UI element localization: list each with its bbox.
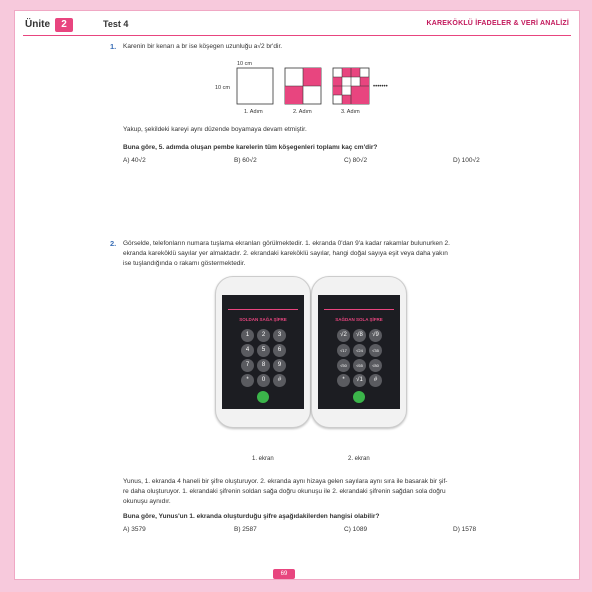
keypad-key[interactable]: # xyxy=(273,374,286,387)
keypad-key[interactable]: 9 xyxy=(273,359,286,372)
chapter-title: KAREKÖKLÜ İFADELER & VERİ ANALİZİ xyxy=(426,20,569,27)
keypad-key[interactable]: √65 xyxy=(353,359,366,372)
keypad-key[interactable]: # xyxy=(369,374,382,387)
q1-option-c[interactable]: C) 80√2 xyxy=(344,157,368,164)
keypad-key[interactable]: √9 xyxy=(369,329,382,342)
q2-option-b[interactable]: B) 2587 xyxy=(234,526,257,533)
q1-step2-label: 2. Adım xyxy=(293,109,312,115)
phone-2-call-button[interactable] xyxy=(353,391,365,403)
q1-option-d[interactable]: D) 100√2 xyxy=(453,157,480,164)
q1-question: Buna göre, 5. adımda oluşan pembe karelerin tüm köşegenleri toplamı kaç cm'dir? xyxy=(123,144,378,151)
keypad-key[interactable]: 8 xyxy=(257,359,270,372)
q1-step3-label: 3. Adım xyxy=(341,109,360,115)
keypad-key[interactable]: √8 xyxy=(353,329,366,342)
page-number: 69 xyxy=(273,569,295,579)
q1-dim-top: 10 cm xyxy=(237,61,252,67)
keypad-key[interactable]: √17 xyxy=(337,344,350,357)
caption-2: 2. ekran xyxy=(348,456,370,462)
caption-1: 1. ekran xyxy=(252,456,274,462)
keypad-key[interactable]: * xyxy=(337,374,350,387)
step1-square xyxy=(237,68,273,104)
header-rule xyxy=(23,35,571,36)
q2-option-c[interactable]: C) 1089 xyxy=(344,526,368,533)
q2-question: Buna göre, Yunus'un 1. ekranda oluşturduğu şifre aşağıdakilerden hangisi olabilir? xyxy=(123,513,380,520)
worksheet-page xyxy=(14,10,580,580)
q2-option-a[interactable]: A) 3579 xyxy=(123,526,146,533)
q2-body-line-2: re daha oluşturuyor. 1. ekrandaki şifrenin soldan sağa doğru okunuşu ile 2. ekrandaki şifrenin sağdan sola doğru xyxy=(123,488,446,495)
unit-label: Ünite xyxy=(25,19,50,30)
q2-intro-line-1: Görselde, telefonların numara tuşlama ekranları görülmektedir. 1. ekranda 0'dan 9'a kadar rakamlar bulunurken 2. xyxy=(123,240,450,247)
test-label: Test 4 xyxy=(103,19,129,29)
phone-1-screen xyxy=(222,295,304,409)
q1-option-a[interactable]: A) 40√2 xyxy=(123,157,146,164)
keypad-key[interactable]: 0 xyxy=(257,374,270,387)
q2-body-line-3: okunuşu aynıdır. xyxy=(123,498,171,505)
phone-1 xyxy=(215,276,311,428)
keypad-key[interactable]: 7 xyxy=(241,359,254,372)
q2-number: 2. xyxy=(110,239,117,248)
q2-intro-line-2: ekranda kareköklü sayılar yer almaktadır. 2. ekrandaki kareköklü sayılar, hangi doğal sayıya eşit veya daha yakın xyxy=(123,250,448,257)
q1-step1-label: 1. Adım xyxy=(244,109,263,115)
keypad-key[interactable]: √2 xyxy=(337,329,350,342)
keypad-key[interactable]: 4 xyxy=(241,344,254,357)
q1-intro: Karenin bir kenarı a br ise köşegen uzunluğu a√2 br'dir. xyxy=(123,43,283,50)
keypad-key[interactable]: 3 xyxy=(273,329,286,342)
screen1-title: SOLDAN SAĞA ŞİFRE xyxy=(239,317,287,322)
keypad-key[interactable]: 5 xyxy=(257,344,270,357)
screen2-title: SAĞDAN SOLA ŞİFRE xyxy=(335,317,383,322)
q2-option-d[interactable]: D) 1578 xyxy=(453,526,477,533)
q2-intro-line-3: ise tuşlandığında o rakamı göstermektedir. xyxy=(123,260,246,267)
keypad-key[interactable]: * xyxy=(241,374,254,387)
q2-body-line-1: Yunus, 1. ekranda 4 haneli bir şifre oluşturuyor. 2. ekranda aynı hizaya gelen sayılara aynı sıra ile basarak bir şif- xyxy=(123,478,448,485)
q1-option-b[interactable]: B) 60√2 xyxy=(234,157,257,164)
keypad-key[interactable]: √24 xyxy=(353,344,366,357)
q1-body: Yakup, şekildeki kareyi aynı düzende boyamaya devam etmiştir. xyxy=(123,126,307,133)
keypad-key[interactable]: √50 xyxy=(337,359,350,372)
phone-2 xyxy=(311,276,407,428)
step3-square xyxy=(333,68,369,104)
page-header xyxy=(25,19,569,33)
step2-square xyxy=(285,68,321,104)
keypad-key[interactable]: √80 xyxy=(369,359,382,372)
keypad-key[interactable]: 1 xyxy=(241,329,254,342)
q1-dim-left: 10 cm xyxy=(215,85,230,91)
keypad-key[interactable]: √35 xyxy=(369,344,382,357)
keypad-key[interactable]: 2 xyxy=(257,329,270,342)
phone-1-call-button[interactable] xyxy=(257,391,269,403)
keypad-key[interactable]: 6 xyxy=(273,344,286,357)
keypad-key[interactable]: √1 xyxy=(353,374,366,387)
q1-number: 1. xyxy=(110,42,117,51)
q1-ellipsis: ••••••• xyxy=(373,84,388,90)
unit-number-badge: 2 xyxy=(55,18,73,32)
phone-2-screen xyxy=(318,295,400,409)
